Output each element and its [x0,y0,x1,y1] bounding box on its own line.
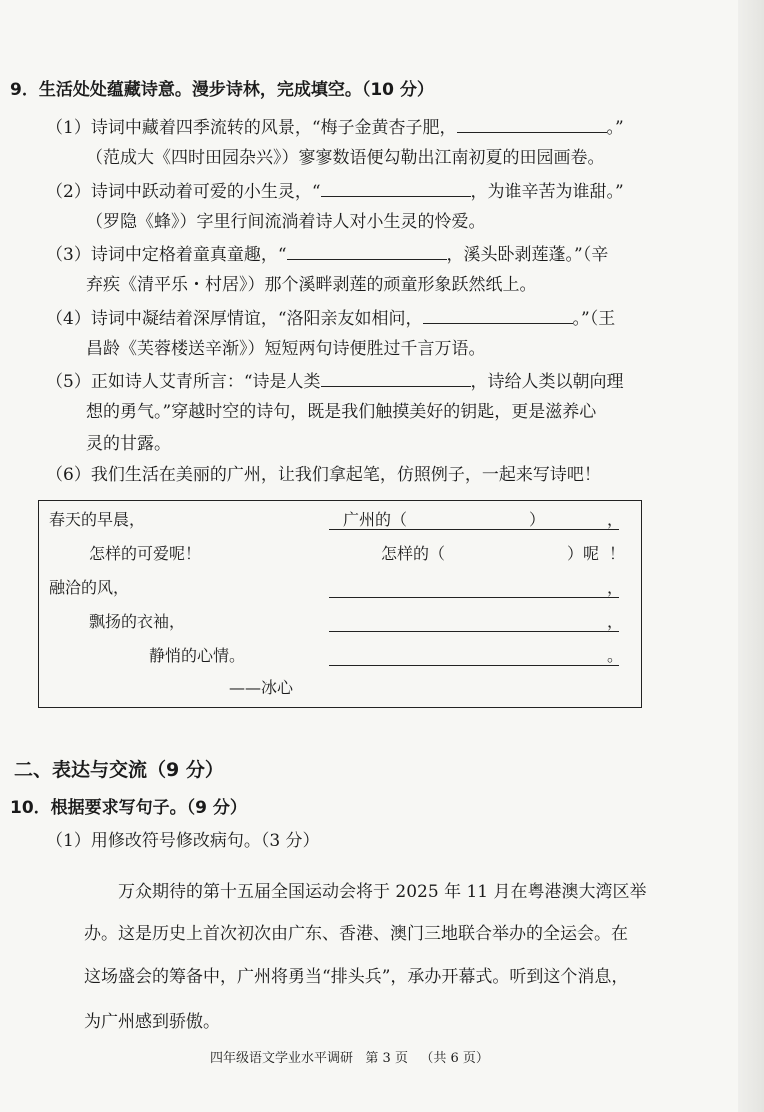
poem-line-4: 飘扬的衣袖， [89,612,186,631]
question-9-title: 9．生活处处蕴藏诗意。漫步诗林，完成填空。（10 分） [10,80,434,100]
q9-item4-line2: 昌龄《芙蓉楼送辛渐》）短短两句诗便胜过千言万语。 [86,339,486,359]
period: 。 [607,646,624,665]
poem-author: ——冰心 [229,678,294,697]
poem-line-5: 静悄的心情。 [149,646,246,665]
q9-item5-line2: 想的勇气。”穿越时空的诗句，既是我们触摸美好的钥匙，更是滋养心 [86,402,597,422]
page-footer: 四年级语文学业水平调研 第 3 页 （共 6 页） [210,1051,489,1066]
comma: ， [607,510,624,529]
sick-sentence-line-1: 万众期待的第十五届全国运动会将于 2025 年 11 月在粤港澳大湾区举 [118,882,647,902]
answer-blank[interactable] [321,178,471,197]
section-2-title: 二、表达与交流（9 分） [14,759,224,781]
q9-item2-line1: （2）诗词中跃动着可爱的小生灵，“ ，为谁辛苦为谁甜。” [46,178,624,204]
answer-blank[interactable] [321,368,471,387]
q9-item1-line1: （1）诗词中藏着四季流转的风景，“梅子金黄杏子肥， 。” [46,114,624,140]
q9-item5-line3: 灵的甘露。 [86,434,171,454]
answer-blank[interactable] [287,241,447,260]
question-10-title: 10．根据要求写句子。（9 分） [10,798,247,818]
answer-blank[interactable] [423,305,573,324]
q9-item2-line2: （罗隐《蜂》）字里行间流淌着诗人对小生灵的怜爱。 [86,212,486,232]
imitate-line-3[interactable] [329,597,619,598]
exclamation: ！ [609,544,626,563]
q9-item3-line1: （3）诗词中定格着童真童趣，“ ，溪头卧剥莲蓬。”（辛 [46,241,608,267]
q9-item1-line2: （范成大《四时田园杂兴》）寥寥数语便勾勒出江南初夏的田园画卷。 [86,148,605,168]
imitate-line-2-text: 怎样的（ ）呢 [381,544,600,563]
q9-item5-line1: （5）正如诗人艾青所言：“诗是人类 ，诗给人类以朝向理 [46,368,624,394]
imitate-line-4[interactable] [329,631,619,632]
adjacent-page-edge [738,0,764,1112]
poem-line-1: 春天的早晨， [49,510,146,529]
comma: ， [607,578,624,597]
sick-sentence-line-4: 为广州感到骄傲。 [84,1012,220,1032]
imitate-line-1[interactable] [329,529,619,530]
sick-sentence-line-2: 办。这是历史上首次初次由广东、香港、澳门三地联合举办的全运会。在 [84,924,628,944]
q9-item3-line2: 弃疾《清平乐・村居》）那个溪畔剥莲的顽童形象跃然纸上。 [86,275,537,295]
imitate-line-5[interactable] [329,665,619,666]
q10-item1: （1）用修改符号修改病句。（3 分） [46,831,320,851]
poem-line-2: 怎样的可爱呢！ [89,544,202,563]
answer-blank[interactable] [457,114,607,133]
comma: ， [607,612,624,631]
poem-line-3: 融洽的风， [49,578,130,597]
imitate-line-1-text: 广州的（ ） [343,510,546,529]
poem-box [38,500,642,708]
q9-item4-line1: （4）诗词中凝结着深厚情谊，“洛阳亲友如相问， 。”（王 [46,305,615,331]
sick-sentence-line-3: 这场盛会的筹备中，广州将勇当“排头兵”，承办开幕式。听到这个消息， [84,967,629,987]
q9-item6: （6）我们生活在美丽的广州，让我们拿起笔，仿照例子，一起来写诗吧！ [46,465,601,485]
